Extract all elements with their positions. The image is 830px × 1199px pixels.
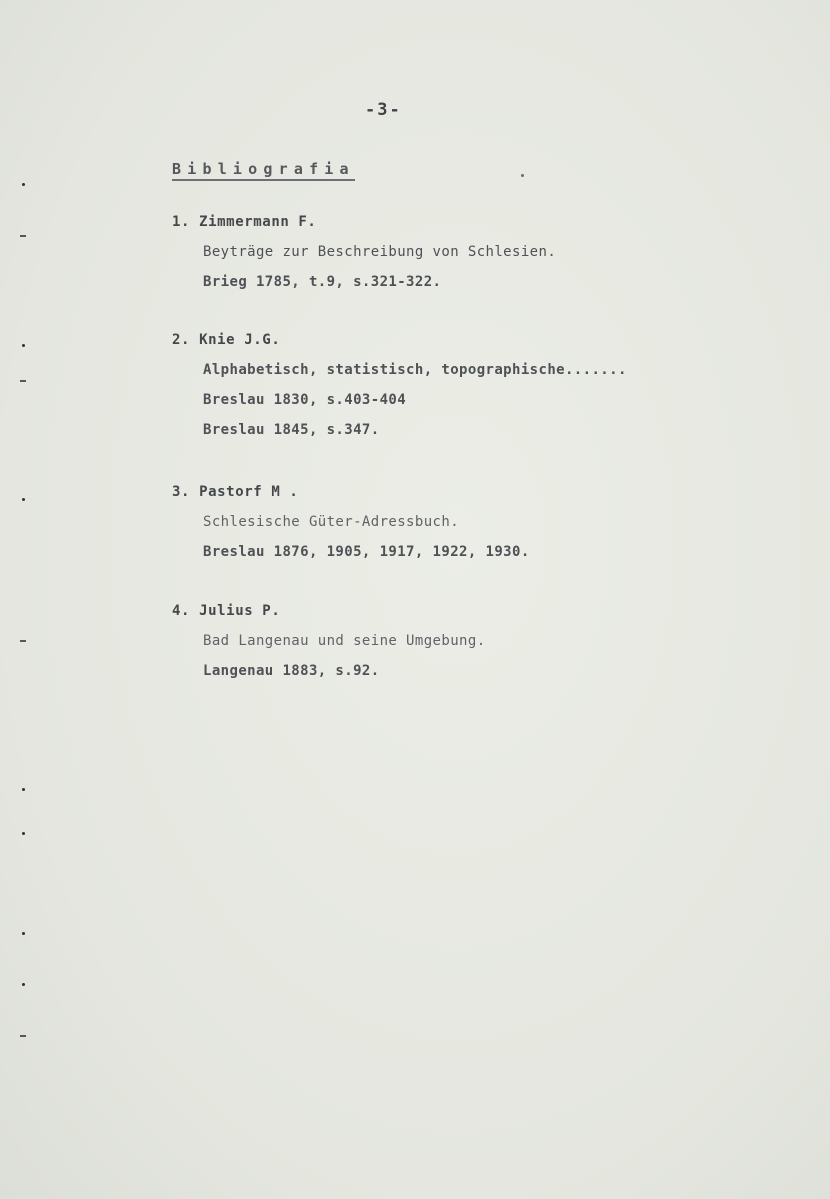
- bibliography-heading: Bibliografia: [172, 160, 355, 181]
- margin-mark: [22, 344, 25, 347]
- entry-publication: Breslau 1830, s.403-404: [203, 392, 407, 408]
- entry-title: Bad Langenau und seine Umgebung.: [203, 633, 486, 649]
- margin-mark: [20, 235, 26, 237]
- margin-mark: [22, 983, 25, 986]
- entry-publication: Langenau 1883, s.92.: [203, 663, 380, 679]
- margin-mark: [22, 832, 25, 835]
- entry-publication: Breslau 1845, s.347.: [203, 422, 380, 438]
- margin-mark: [22, 932, 25, 935]
- entry-title: Beyträge zur Beschreibung von Schlesien.: [203, 244, 557, 260]
- bibliography-entry-1: [172, 207, 556, 297]
- margin-mark: [22, 498, 25, 501]
- margin-mark: [20, 640, 26, 642]
- page-number: -3-: [365, 100, 402, 120]
- entry-publication: Breslau 1876, 1905, 1917, 1922, 1930.: [203, 544, 530, 560]
- entry-author: 4. Julius P.: [172, 603, 281, 619]
- bibliography-entry-4: [172, 596, 486, 686]
- entry-publication: Brieg 1785, t.9, s.321-322.: [203, 274, 442, 290]
- entry-author: 3. Pastorf M .: [172, 484, 299, 500]
- margin-mark: [22, 183, 25, 186]
- entry-title: Alphabetisch, statistisch, topographische.......: [203, 362, 627, 378]
- margin-mark: [22, 788, 25, 791]
- entry-author: 2. Knie J.G.: [172, 332, 281, 348]
- paper-speck: [521, 174, 524, 177]
- bibliography-entry-3: [172, 477, 530, 567]
- margin-mark: [20, 380, 26, 382]
- entry-title: Schlesische Güter-Adressbuch.: [203, 514, 460, 530]
- entry-author: 1. Zimmermann F.: [172, 214, 317, 230]
- margin-mark: [20, 1035, 26, 1037]
- bibliography-entry-2: [172, 325, 627, 445]
